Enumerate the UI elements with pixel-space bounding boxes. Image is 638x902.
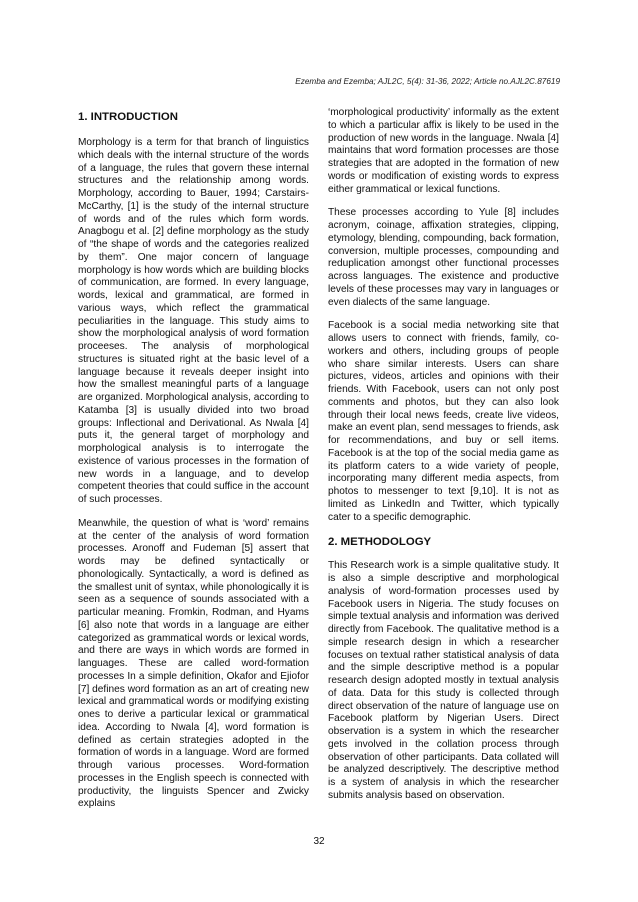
paragraph: ‘morphological productivity’ informally as the extent to which a particular affix is likely to be used in the production of new words in the language. Nwala [4] maintains that word formation processes are those strategies that are adopted in the formation of new words or modification of existing words to express either grammatical or lexical functions. — [328, 107, 559, 195]
section-title-methodology: 2. METHODOLOGY — [328, 536, 432, 549]
paragraph: These processes according to Yule [8] includes acronym, coinage, affixation strategies, clipping, etymology, blending, compounding, back formation, conversion, multiple processes, compounding and reduplication amongst other functional processes across languages. The existence and productive levels of these processes may vary in languages or even dialects of the same language. — [328, 207, 559, 308]
right-column — [328, 107, 559, 814]
running-header: Ezemba and Ezemba; AJL2C, 5(4): 31-36, 2022; Article no.AJL2C.87619 — [295, 77, 560, 86]
paragraph: Facebook is a social media networking site that allows users to connect with friends, family, co-workers and others, including groups of people who share similar interests. Users can share pictures, videos, articles and opinions with their friends. With Facebook, users can not only post comments and photos, but they can also look through their local news feeds, create live videos, make an event plan, send messages to friends, ask for recommendations, and buy or sell items. Facebook is at the top of the social media game as its platform caters to a wide variety of people, incorporating many different media aspects, from photos to messenger to text [9,10]. It is not as limited as LinkedIn and Twitter, which typically cater to a specific demographic. — [328, 320, 559, 523]
paragraph: This Research work is a simple qualitative study. It is also a simple descriptive and morphological analysis of word-formation processes used by Facebook users in Nigeria. The study focuses on simple textual analysis and information was derived directly from Facebook. The qualitative method is a simple research design in which a researcher focuses on textual rather statistical analysis of data and the simple descriptive method is a popular research design adopted mostly in textual analysis of data. Data for this study is collected through direct observation of the nature of language use on Facebook platform by Nigerian Users. Direct observation is a system in which the researcher gets involved in the collation process through observation of other participants. Data collated will be analyzed descriptively. The descriptive method is a system of analysis in which the researcher submits analysis based on observation. — [328, 560, 559, 801]
left-column — [78, 107, 309, 822]
paragraph: Morphology is a term for that branch of linguistics which deals with the internal structure of the words of a language, the rules that govern these internal structures and the relationship among words. Morphology, according to Bauer, 1994; Carstairs-McCarthy, [1] is the study of the internal structure of words and of the rules which form words. Anagbogu et al. [2] define morphology as the study of “the shape of words and the categories realized by them”. One major concern of language morphology is how words which are building blocks of communication, are formed. In every language, words, lexical and grammatical, are formed in various ways, which reflect the grammatical peculiarities in the language. This study aims to show the morphological analysis of word formation proceeses. The analysis of morphological structures is situated right at the basic level of a language because it reveals deeper insight into how the smallest meaningful parts of a language are organized. Morphological analysis, according to Katamba [3] is usually divided into two broad groups: Inflectional and Derivational. As Nwala [4] puts it, the general target of morphology and morphological analysis is to interrogate the existence of various processes in the formation of new words in a language, and to develop competent theories that could suffice in the account of such processes. — [78, 137, 309, 505]
section-title-introduction: 1. INTRODUCTION — [78, 111, 178, 123]
paragraph: Meanwhile, the question of what is ‘word’ remains at the center of the analysis of word formation processes. Aronoff and Fudeman [5] assert that words may be defined syntactically or phonologically. Syntactically, a word is defined as the smallest unit of syntax, while phonologically it is seen as a sequence of sounds associated with a particular meaning. Fromkin, Rodman, and Hyams [6] also note that words in a language are either categorized as grammatical words or lexical words, and there are ways in which words are formed in languages. These are called word-formation processes In a simple definition, Okafor and Ejiofor [7] defines word formation as an art of creating new lexical and grammatical words or modifying existing ones to derive a particular lexical or grammatical idea. According to Nwala [4], word formation is defined as certain strategies adopted in the formation of words in a language. Word are formed through various processes. Word-formation processes in the English speech is connected with productivity, the linguists Spencer and Zwicky explains — [78, 517, 309, 810]
page-number: 32 — [313, 836, 325, 847]
